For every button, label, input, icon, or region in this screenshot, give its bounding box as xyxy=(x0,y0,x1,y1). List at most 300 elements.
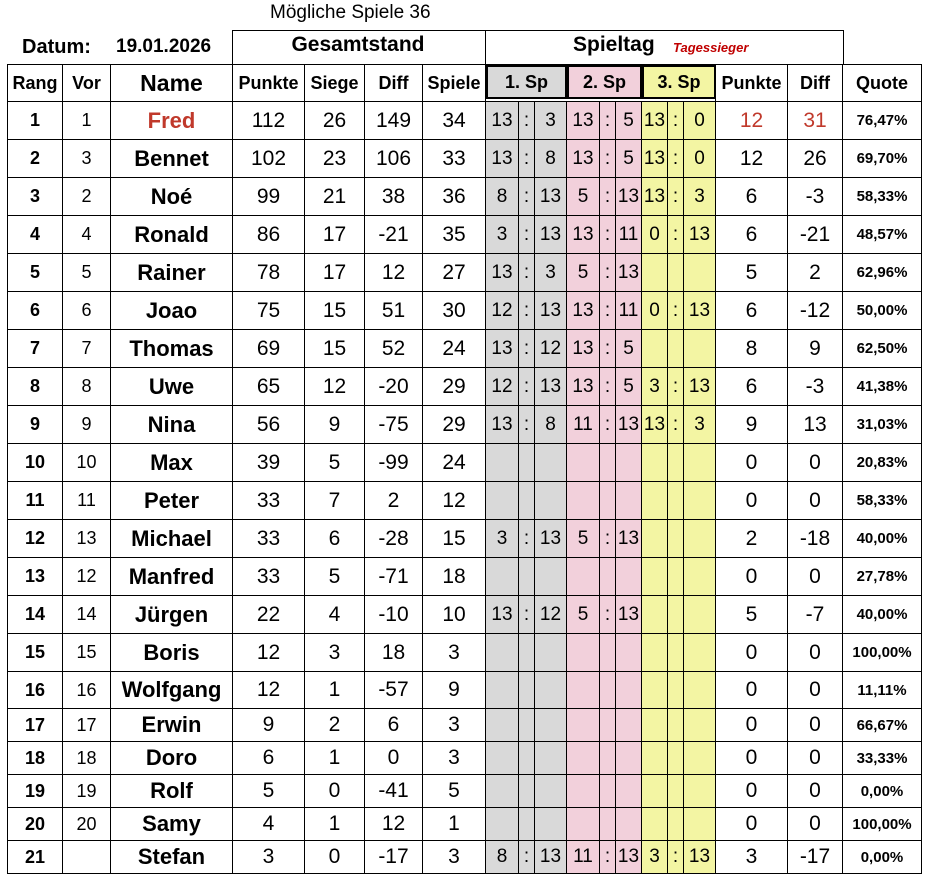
day-points-cell: 0 xyxy=(716,634,788,672)
game-3-separator xyxy=(668,444,684,482)
game-2-own-score: 11 xyxy=(567,841,600,874)
game-3-opponent-score xyxy=(684,709,716,742)
game-2-separator: : xyxy=(600,406,616,444)
game-2-opponent-score xyxy=(616,672,642,709)
diff-cell: -17 xyxy=(365,841,423,874)
day-diff-cell: -3 xyxy=(788,178,843,216)
game-1-opponent-score: 13 xyxy=(535,216,567,254)
points-cell: 9 xyxy=(233,709,305,742)
player-name-cell: Doro xyxy=(111,742,233,775)
table-row xyxy=(8,841,922,874)
game-3-own-score: 3 xyxy=(642,368,668,406)
wins-cell: 15 xyxy=(305,330,365,368)
game-3-opponent-score xyxy=(684,520,716,558)
player-name-cell: Wolfgang xyxy=(111,672,233,709)
game-1-opponent-score: 12 xyxy=(535,596,567,634)
game-3-own-score xyxy=(642,775,668,808)
diff-cell: 12 xyxy=(365,254,423,292)
day-diff-cell: 13 xyxy=(788,406,843,444)
player-name-cell: Nina xyxy=(111,406,233,444)
player-name-cell: Bennet xyxy=(111,140,233,178)
game-3-opponent-score xyxy=(684,672,716,709)
game-1-opponent-score: 13 xyxy=(535,292,567,330)
day-diff-cell: -3 xyxy=(788,368,843,406)
game-2-own-score xyxy=(567,709,600,742)
games-cell: 24 xyxy=(423,330,486,368)
game-2-opponent-score: 13 xyxy=(616,520,642,558)
points-cell: 112 xyxy=(233,102,305,140)
player-name-cell: Ronald xyxy=(111,216,233,254)
game-3-separator: : xyxy=(668,140,684,178)
table-row xyxy=(8,254,922,292)
game-1-own-score: 3 xyxy=(486,216,519,254)
diff-cell: -41 xyxy=(365,775,423,808)
game-2-opponent-score: 5 xyxy=(616,368,642,406)
game-2-opponent-score xyxy=(616,775,642,808)
game-2-own-score: 13 xyxy=(567,102,600,140)
header-siege: Siege xyxy=(305,65,365,102)
game-2-separator: : xyxy=(600,330,616,368)
game-1-opponent-score: 13 xyxy=(535,368,567,406)
game-1-separator xyxy=(519,672,535,709)
game-2-own-score xyxy=(567,482,600,520)
previous-rank-cell: 13 xyxy=(63,520,111,558)
day-points-cell: 6 xyxy=(716,216,788,254)
game-2-separator: : xyxy=(600,140,616,178)
quote-cell: 76,47% xyxy=(843,102,922,140)
previous-rank-cell xyxy=(63,841,111,874)
game-3-separator xyxy=(668,254,684,292)
player-name-cell: Stefan xyxy=(111,841,233,874)
game-2-separator xyxy=(600,709,616,742)
table-row xyxy=(8,634,922,672)
game-3-separator: : xyxy=(668,841,684,874)
points-cell: 56 xyxy=(233,406,305,444)
player-name-cell: Samy xyxy=(111,808,233,841)
game-3-separator xyxy=(668,634,684,672)
game-3-opponent-score xyxy=(684,254,716,292)
game-2-separator xyxy=(600,634,616,672)
game-2-opponent-score: 13 xyxy=(616,596,642,634)
game-3-separator: : xyxy=(668,292,684,330)
overall-standings-title: Gesamtstand xyxy=(291,33,425,56)
game-3-own-score xyxy=(642,742,668,775)
diff-cell: -99 xyxy=(365,444,423,482)
quote-cell: 66,67% xyxy=(843,709,922,742)
header-day-diff: Diff xyxy=(788,65,843,102)
rank-cell: 11 xyxy=(8,482,63,520)
game-3-own-score xyxy=(642,520,668,558)
game-2-own-score xyxy=(567,444,600,482)
game-3-separator: : xyxy=(668,406,684,444)
table-row xyxy=(8,368,922,406)
previous-rank-cell: 17 xyxy=(63,709,111,742)
rank-cell: 14 xyxy=(8,596,63,634)
game-1-opponent-score xyxy=(535,482,567,520)
game-1-separator xyxy=(519,709,535,742)
game-1-separator xyxy=(519,444,535,482)
game-3-opponent-score: 13 xyxy=(684,216,716,254)
day-diff-cell: 0 xyxy=(788,672,843,709)
diff-cell: 6 xyxy=(365,709,423,742)
game-2-opponent-score: 11 xyxy=(616,216,642,254)
day-diff-cell: -21 xyxy=(788,216,843,254)
game-1-separator xyxy=(519,558,535,596)
game-1-separator: : xyxy=(519,140,535,178)
table-row xyxy=(8,775,922,808)
points-cell: 33 xyxy=(233,558,305,596)
points-cell: 6 xyxy=(233,742,305,775)
game-1-opponent-score xyxy=(535,709,567,742)
game-2-own-score: 13 xyxy=(567,330,600,368)
game-1-own-score: 12 xyxy=(486,368,519,406)
wins-cell: 0 xyxy=(305,775,365,808)
game-2-separator: : xyxy=(600,292,616,330)
previous-rank-cell: 4 xyxy=(63,216,111,254)
game-1-opponent-score xyxy=(535,775,567,808)
game-2-own-score xyxy=(567,775,600,808)
quote-cell: 62,96% xyxy=(843,254,922,292)
game-3-own-score: 13 xyxy=(642,140,668,178)
table-row xyxy=(8,709,922,742)
game-2-opponent-score xyxy=(616,482,642,520)
rank-cell: 4 xyxy=(8,216,63,254)
table-row xyxy=(8,558,922,596)
game-3-separator: : xyxy=(668,178,684,216)
game-3-separator xyxy=(668,775,684,808)
game-3-separator xyxy=(668,558,684,596)
day-points-cell: 12 xyxy=(716,140,788,178)
game-3-opponent-score: 0 xyxy=(684,140,716,178)
game-3-own-score xyxy=(642,808,668,841)
day-points-cell: 6 xyxy=(716,178,788,216)
game-1-own-score xyxy=(486,775,519,808)
quote-cell: 40,00% xyxy=(843,520,922,558)
games-cell: 15 xyxy=(423,520,486,558)
game-2-own-score: 13 xyxy=(567,140,600,178)
game-3-separator: : xyxy=(668,368,684,406)
rank-cell: 18 xyxy=(8,742,63,775)
game-2-separator: : xyxy=(600,102,616,140)
day-points-cell: 0 xyxy=(716,808,788,841)
game-3-separator: : xyxy=(668,102,684,140)
day-points-cell: 9 xyxy=(716,406,788,444)
game-3-opponent-score: 3 xyxy=(684,406,716,444)
game-1-own-score xyxy=(486,672,519,709)
game-3-own-score: 13 xyxy=(642,102,668,140)
game-3-opponent-score: 3 xyxy=(684,178,716,216)
game-3-opponent-score: 13 xyxy=(684,841,716,874)
wins-cell: 17 xyxy=(305,216,365,254)
game-1-opponent-score xyxy=(535,672,567,709)
game-2-opponent-score xyxy=(616,444,642,482)
game-2-opponent-score: 13 xyxy=(616,406,642,444)
game-2-separator xyxy=(600,808,616,841)
game-1-opponent-score: 13 xyxy=(535,178,567,216)
day-winner-note: Tagessieger xyxy=(673,40,749,55)
game-1-own-score xyxy=(486,558,519,596)
previous-rank-cell: 16 xyxy=(63,672,111,709)
game-1-own-score: 13 xyxy=(486,596,519,634)
previous-rank-cell: 6 xyxy=(63,292,111,330)
game-2-own-score: 13 xyxy=(567,216,600,254)
diff-cell: -71 xyxy=(365,558,423,596)
game-1-separator: : xyxy=(519,254,535,292)
game-1-opponent-score xyxy=(535,558,567,596)
game-2-own-score xyxy=(567,558,600,596)
day-points-cell: 0 xyxy=(716,672,788,709)
game-3-separator xyxy=(668,672,684,709)
game-2-own-score: 5 xyxy=(567,254,600,292)
rank-cell: 10 xyxy=(8,444,63,482)
points-cell: 4 xyxy=(233,808,305,841)
date-value: 19.01.2026 xyxy=(116,36,212,57)
player-name-cell: Peter xyxy=(111,482,233,520)
rank-cell: 20 xyxy=(8,808,63,841)
rank-cell: 21 xyxy=(8,841,63,874)
game-2-own-score xyxy=(567,672,600,709)
game-3-opponent-score xyxy=(684,444,716,482)
game-2-separator: : xyxy=(600,520,616,558)
day-points-cell: 0 xyxy=(716,482,788,520)
wins-cell: 2 xyxy=(305,709,365,742)
game-3-own-score: 0 xyxy=(642,216,668,254)
game-2-own-score: 13 xyxy=(567,292,600,330)
day-diff-cell: 0 xyxy=(788,634,843,672)
game-1-opponent-score: 13 xyxy=(535,520,567,558)
game-1-opponent-score: 3 xyxy=(535,102,567,140)
game-3-own-score xyxy=(642,596,668,634)
diff-cell: 2 xyxy=(365,482,423,520)
player-name-cell: Fred xyxy=(111,102,233,140)
game-2-own-score: 11 xyxy=(567,406,600,444)
previous-rank-cell: 2 xyxy=(63,178,111,216)
table-row xyxy=(8,216,922,254)
game-3-own-score xyxy=(642,330,668,368)
points-cell: 78 xyxy=(233,254,305,292)
game-2-opponent-score xyxy=(616,742,642,775)
quote-cell: 69,70% xyxy=(843,140,922,178)
game-1-own-score: 8 xyxy=(486,178,519,216)
points-cell: 65 xyxy=(233,368,305,406)
game-3-own-score xyxy=(642,709,668,742)
wins-cell: 17 xyxy=(305,254,365,292)
diff-cell: -21 xyxy=(365,216,423,254)
games-cell: 3 xyxy=(423,742,486,775)
player-name-cell: Manfred xyxy=(111,558,233,596)
player-name-cell: Erwin xyxy=(111,709,233,742)
game-1-opponent-score: 12 xyxy=(535,330,567,368)
day-diff-cell: 9 xyxy=(788,330,843,368)
games-cell: 27 xyxy=(423,254,486,292)
rank-cell: 1 xyxy=(8,102,63,140)
game-1-separator: : xyxy=(519,102,535,140)
previous-rank-cell: 20 xyxy=(63,808,111,841)
game-1-separator: : xyxy=(519,292,535,330)
wins-cell: 12 xyxy=(305,368,365,406)
game-2-separator: : xyxy=(600,178,616,216)
table-row xyxy=(8,808,922,841)
player-name-cell: Rolf xyxy=(111,775,233,808)
game-1-opponent-score: 8 xyxy=(535,140,567,178)
date-label: Datum: xyxy=(22,36,91,58)
game-3-opponent-score xyxy=(684,775,716,808)
header-spiele: Spiele xyxy=(423,65,486,102)
game-3-separator xyxy=(668,808,684,841)
game-1-opponent-score xyxy=(535,742,567,775)
day-points-cell: 8 xyxy=(716,330,788,368)
day-points-cell: 2 xyxy=(716,520,788,558)
game-3-opponent-score xyxy=(684,482,716,520)
table-row xyxy=(8,330,922,368)
rank-cell: 16 xyxy=(8,672,63,709)
game-2-opponent-score: 5 xyxy=(616,330,642,368)
wins-cell: 26 xyxy=(305,102,365,140)
game-3-opponent-score xyxy=(684,330,716,368)
game-3-separator: : xyxy=(668,216,684,254)
wins-cell: 3 xyxy=(305,634,365,672)
game-1-separator xyxy=(519,742,535,775)
wins-cell: 1 xyxy=(305,742,365,775)
game-2-opponent-score: 5 xyxy=(616,140,642,178)
game-2-separator: : xyxy=(600,216,616,254)
game-2-opponent-score: 13 xyxy=(616,841,642,874)
rank-cell: 3 xyxy=(8,178,63,216)
game-2-own-score xyxy=(567,742,600,775)
points-cell: 86 xyxy=(233,216,305,254)
quote-cell: 58,33% xyxy=(843,178,922,216)
possible-games-caption: Mögliche Spiele 36 xyxy=(270,2,431,23)
quote-cell: 48,57% xyxy=(843,216,922,254)
games-cell: 34 xyxy=(423,102,486,140)
game-3-own-score: 13 xyxy=(642,178,668,216)
diff-cell: -57 xyxy=(365,672,423,709)
game-2-opponent-score: 5 xyxy=(616,102,642,140)
player-name-cell: Joao xyxy=(111,292,233,330)
points-cell: 5 xyxy=(233,775,305,808)
games-cell: 3 xyxy=(423,841,486,874)
diff-cell: 106 xyxy=(365,140,423,178)
player-name-cell: Max xyxy=(111,444,233,482)
game-2-separator xyxy=(600,444,616,482)
game-3-own-score: 3 xyxy=(642,841,668,874)
points-cell: 102 xyxy=(233,140,305,178)
day-points-cell: 6 xyxy=(716,368,788,406)
wins-cell: 7 xyxy=(305,482,365,520)
game-2-own-score: 13 xyxy=(567,368,600,406)
game-1-opponent-score xyxy=(535,444,567,482)
header-vor: Vor xyxy=(63,65,111,102)
game-1-opponent-score xyxy=(535,634,567,672)
game-3-separator xyxy=(668,742,684,775)
quote-cell: 40,00% xyxy=(843,596,922,634)
game-2-opponent-score xyxy=(616,558,642,596)
game-2-opponent-score: 13 xyxy=(616,178,642,216)
diff-cell: -75 xyxy=(365,406,423,444)
game-1-own-score: 13 xyxy=(486,140,519,178)
player-name-cell: Uwe xyxy=(111,368,233,406)
diff-cell: 51 xyxy=(365,292,423,330)
quote-cell: 62,50% xyxy=(843,330,922,368)
game-1-separator xyxy=(519,482,535,520)
game-3-own-score xyxy=(642,558,668,596)
previous-rank-cell: 7 xyxy=(63,330,111,368)
quote-cell: 100,00% xyxy=(843,808,922,841)
games-cell: 29 xyxy=(423,368,486,406)
diff-cell: 38 xyxy=(365,178,423,216)
quote-cell: 33,33% xyxy=(843,742,922,775)
game-1-own-score xyxy=(486,634,519,672)
game-1-own-score: 13 xyxy=(486,330,519,368)
points-cell: 12 xyxy=(233,672,305,709)
day-diff-cell: -18 xyxy=(788,520,843,558)
rank-cell: 8 xyxy=(8,368,63,406)
rank-cell: 5 xyxy=(8,254,63,292)
day-diff-cell: 0 xyxy=(788,558,843,596)
table-row xyxy=(8,292,922,330)
game-1-own-score: 12 xyxy=(486,292,519,330)
previous-rank-cell: 12 xyxy=(63,558,111,596)
game-2-own-score xyxy=(567,634,600,672)
player-name-cell: Jürgen xyxy=(111,596,233,634)
table-row xyxy=(8,102,922,140)
game-2-separator: : xyxy=(600,254,616,292)
diff-cell: 12 xyxy=(365,808,423,841)
game-3-opponent-score xyxy=(684,634,716,672)
game-2-opponent-score: 11 xyxy=(616,292,642,330)
rank-cell: 17 xyxy=(8,709,63,742)
diff-cell: 0 xyxy=(365,742,423,775)
points-cell: 75 xyxy=(233,292,305,330)
game-3-opponent-score: 13 xyxy=(684,292,716,330)
game-3-opponent-score xyxy=(684,742,716,775)
game-1-own-score: 13 xyxy=(486,102,519,140)
game-2-own-score: 5 xyxy=(567,596,600,634)
games-cell: 33 xyxy=(423,140,486,178)
points-cell: 22 xyxy=(233,596,305,634)
player-name-cell: Boris xyxy=(111,634,233,672)
day-diff-cell: 31 xyxy=(788,102,843,140)
wins-cell: 5 xyxy=(305,558,365,596)
previous-rank-cell: 9 xyxy=(63,406,111,444)
points-cell: 3 xyxy=(233,841,305,874)
player-name-cell: Thomas xyxy=(111,330,233,368)
day-points-cell: 12 xyxy=(716,102,788,140)
game-1-separator: : xyxy=(519,596,535,634)
header-rang: Rang xyxy=(8,65,63,102)
diff-cell: -10 xyxy=(365,596,423,634)
day-diff-cell: 0 xyxy=(788,808,843,841)
game-1-own-score: 3 xyxy=(486,520,519,558)
rank-cell: 13 xyxy=(8,558,63,596)
day-diff-cell: -12 xyxy=(788,292,843,330)
points-cell: 39 xyxy=(233,444,305,482)
game-1-separator: : xyxy=(519,178,535,216)
games-cell: 3 xyxy=(423,634,486,672)
game-1-separator: : xyxy=(519,841,535,874)
game-3-separator xyxy=(668,709,684,742)
table-row xyxy=(8,520,922,558)
game-1-opponent-score xyxy=(535,808,567,841)
diff-cell: 18 xyxy=(365,634,423,672)
wins-cell: 1 xyxy=(305,672,365,709)
games-cell: 12 xyxy=(423,482,486,520)
games-cell: 36 xyxy=(423,178,486,216)
header-game-3: 3. Sp xyxy=(642,65,716,99)
quote-cell: 0,00% xyxy=(843,775,922,808)
wins-cell: 5 xyxy=(305,444,365,482)
game-3-opponent-score: 13 xyxy=(684,368,716,406)
